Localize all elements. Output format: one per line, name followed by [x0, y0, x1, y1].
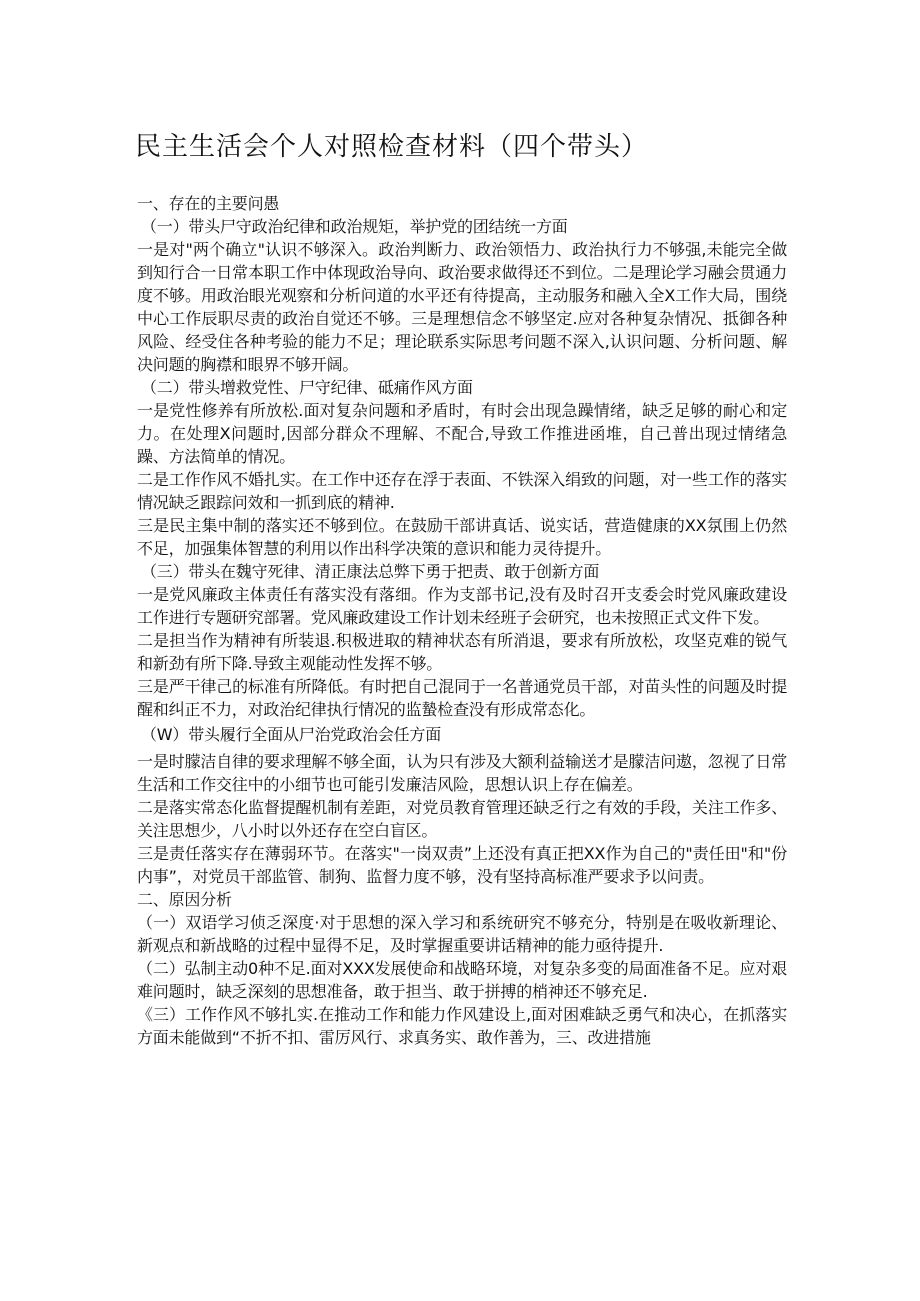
paragraph: 三是严干律己的标准有所降低。有时把自己混同于一名普通党员干部，对苗头性的问题及时提醒和纠正不力，对政治纪律执行情况的监蟄检查没有形成常态化。: [137, 677, 787, 719]
section-heading-causes: 二、原因分析: [137, 890, 232, 909]
paragraph: 三是民主集中制的落实还不够到位。在鼓励干部讲真话、说实话，营造健康的XX氛围上仍然不足，加强集体智慧的利用以作出科学决策的意识和能力灵待提升。: [137, 516, 787, 558]
subsection-heading-4: （W）带头履行全面从尸治党政治会任方面: [141, 725, 442, 744]
subsection-heading-1: （一）带头尸守政治纪律和政治规矩，举护党的团结统一方面: [141, 217, 568, 236]
subsection-heading-3: （三）带头在魏守死律、清正康法总弊下勇于把责、敢于创新方面: [141, 562, 600, 581]
paragraph: （二）弘制主动0种不足.面对XXX发展使命和战略环境，对复杂多变的局面准备不足。应对艰难问题时，缺乏深刻的思想准备，敢于担当、敢于拼搏的梢神还不够充足.: [137, 959, 787, 1001]
paragraph: 三是责任落实存在薄弱环节。在落实"一岗双责”上还没有真正把XX作为自己的"责任田"和"份内事”，对党员干部监管、制狗、监督力度不够，没有坚持高标准严要求予以问责。: [137, 844, 787, 886]
paragraph: 一是党风廉政主体责任有落实没有落细。作为支部书记,没有及时召开支委会时党风廉政建设工作进行专题研究部署。党风廉政建设工作计划未经班子会研究，也未按照正式文件下发。: [137, 585, 787, 627]
document-page: [137, 118, 787, 1049]
paragraph: 一是对"两个确立"认识不够深入。政治判断力、政治领悟力、政治执行力不够强,未能完全做到知行合一日常本职工作中体现政治导向、政治要求做得还不到位。二是理论学习融会贯通力度不够。用政治眼光观察和分析问道的水平还有待提高，主动服务和融入全X工作大局，围绕中心工作辰职尽责的政治自觉还不够。三是理想信念不够坚定.应对各种复杂情况、抵御各种风险、经受住各种考验的能力不足；理论联系实际思考问题不深入,认识问题、分析问题、解决问题的胸襟和眼界不够开阔。: [137, 240, 787, 374]
paragraph: 二是工作作风不婚扎实。在工作中还存在浮于表面、不铁深入绢致的问题，对一些工作的落实情况缺乏跟踪问效和一抓到底的精神.: [137, 470, 787, 512]
paragraph: 一是党性修养有所放松.面对复杂问题和矛盾时，有时会出现急躁情绪，缺乏足够的耐心和定力。在处理X问题时,因部分群众不理解、不配合,导致工作推进函堆，自己普出现过情绪急躁、方法简单的情况。: [137, 401, 787, 466]
paragraph: 《三）工作作风不够扎实.在推动工作和能力作风建设上,面对困难缺乏勇气和决心，在抓落实方面未能做到“不折不扣、雷厉风行、求真务实、敢作善为，三、改进措施: [137, 1005, 787, 1047]
section-heading-problems: 一、存在的主要问愚: [137, 194, 280, 213]
subsection-heading-2: （二）带头增救党性、尸守纪律、砥痛作风方面: [141, 378, 473, 397]
paragraph: （一）双语学习侦乏深度·对于思想的深入学习和系统研究不够充分，特别是在吸收新理论、新观点和新战略的过程中显得不足，及时掌握重要讲话精神的能力亟待提升.: [137, 913, 787, 955]
paragraph: 二是落实常态化监督提醒机制有差距，对党员教育管理还缺乏行之有效的手段，关注工作多、关注思想少，八小时以外还存在空白盲区。: [137, 798, 787, 840]
document-title: 民主生活会个人对照检查材料（四个带头）: [135, 132, 649, 162]
paragraph: 二是担当作为精神有所装退.积极进取的精神状态有所消退，要求有所放松，攻坚克难的锐气和新劲有所下降.导致主观能动性发挥不够。: [137, 631, 787, 673]
paragraph: 一是时朦洁自律的要求理解不够全面，认为只有涉及大额利益输送才是朦洁问遨，忽视了日常生活和工作交往中的小细节也可能引发廉洁风险，思想认识上存在偏差。: [137, 752, 787, 794]
